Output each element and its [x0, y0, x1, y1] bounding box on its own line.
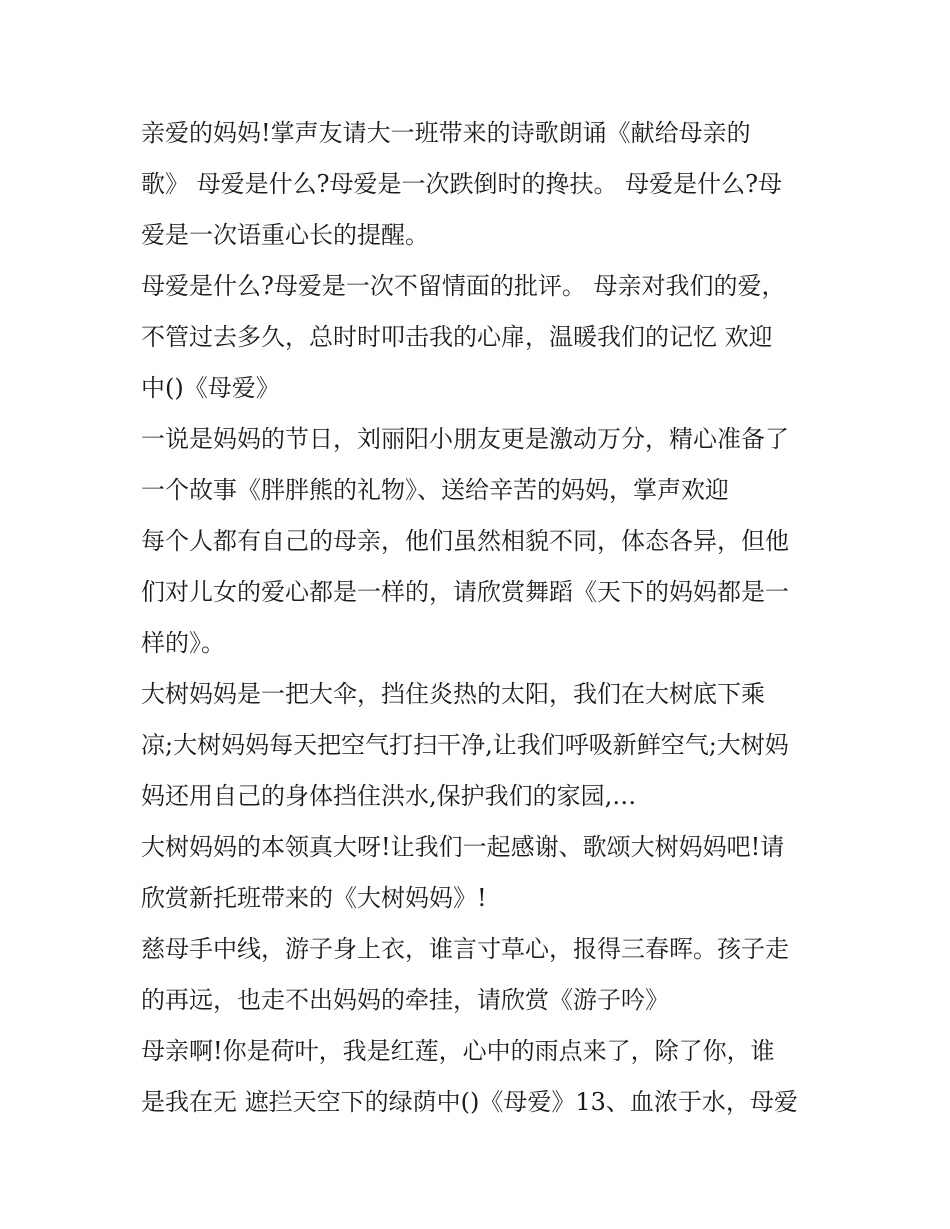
text-line: 是我在无 遮拦天空下的绿荫中()《母爱》13、血浓于水，母爱: [141, 1088, 798, 1116]
document-body: [141, 108, 813, 1128]
text-line: 一个故事《胖胖熊的礼物》、送给辛苦的妈妈，掌声欢迎: [141, 476, 729, 504]
text-line: 们对儿女的爱心都是一样的，请欣赏舞蹈《天下的妈妈都是一: [141, 578, 789, 606]
text-line: 母爱是什么?母爱是一次不留情面的批评。 母亲对我们的爱，: [141, 272, 786, 300]
paragraph-poem-intro: [141, 108, 813, 261]
text-line: 一说是妈妈的节日，刘丽阳小朋友更是激动万分，精心准备了: [141, 425, 789, 453]
text-line: 妈还用自己的身体挡住洪水,保护我们的家园,…: [141, 782, 637, 810]
text-line: 中()《母爱》: [141, 374, 280, 402]
text-line: 的再远，也走不出妈妈的牵挂，请欣赏《游子吟》: [141, 986, 669, 1014]
paragraph-youziyin: [141, 924, 813, 1026]
text-line: 每个人都有自己的母亲，他们虽然相貌不同，体态各异，但他: [141, 527, 789, 555]
text-line: 亲爱的妈妈!掌声友请大一班带来的诗歌朗诵《献给母亲的: [141, 119, 751, 147]
text-line: 样的》。: [141, 629, 225, 657]
paragraph-dance: [141, 516, 813, 669]
paragraph-lotus: [141, 1026, 813, 1128]
text-line: 歌》 母爱是什么?母爱是一次跌倒时的搀扶。 母爱是什么?母: [141, 170, 782, 198]
paragraph-tree-mother: [141, 669, 813, 822]
paragraph-story: [141, 414, 813, 516]
paragraph-tree-mother-song: [141, 822, 813, 924]
text-line: 欣赏新托班带来的《大树妈妈》!: [141, 884, 487, 912]
text-line: 凉;大树妈妈每天把空气打扫干净,让我们呼吸新鲜空气;大树妈: [141, 731, 789, 759]
paragraph-mother-love: [141, 261, 813, 414]
text-line: 大树妈妈的本领真大呀!让我们一起感谢、歌颂大树妈妈吧!请: [141, 833, 785, 861]
text-line: 母亲啊!你是荷叶，我是红莲，心中的雨点来了，除了你，谁: [141, 1037, 775, 1065]
text-line: 爱是一次语重心长的提醒。: [141, 221, 429, 249]
text-line: 大树妈妈是一把大伞，挡住炎热的太阳，我们在大树底下乘: [141, 680, 765, 708]
text-line: 慈母手中线，游子身上衣，谁言寸草心，报得三春晖。孩子走: [141, 935, 789, 963]
text-line: 不管过去多久，总时时叩击我的心扉，温暖我们的记忆 欢迎: [141, 323, 773, 351]
